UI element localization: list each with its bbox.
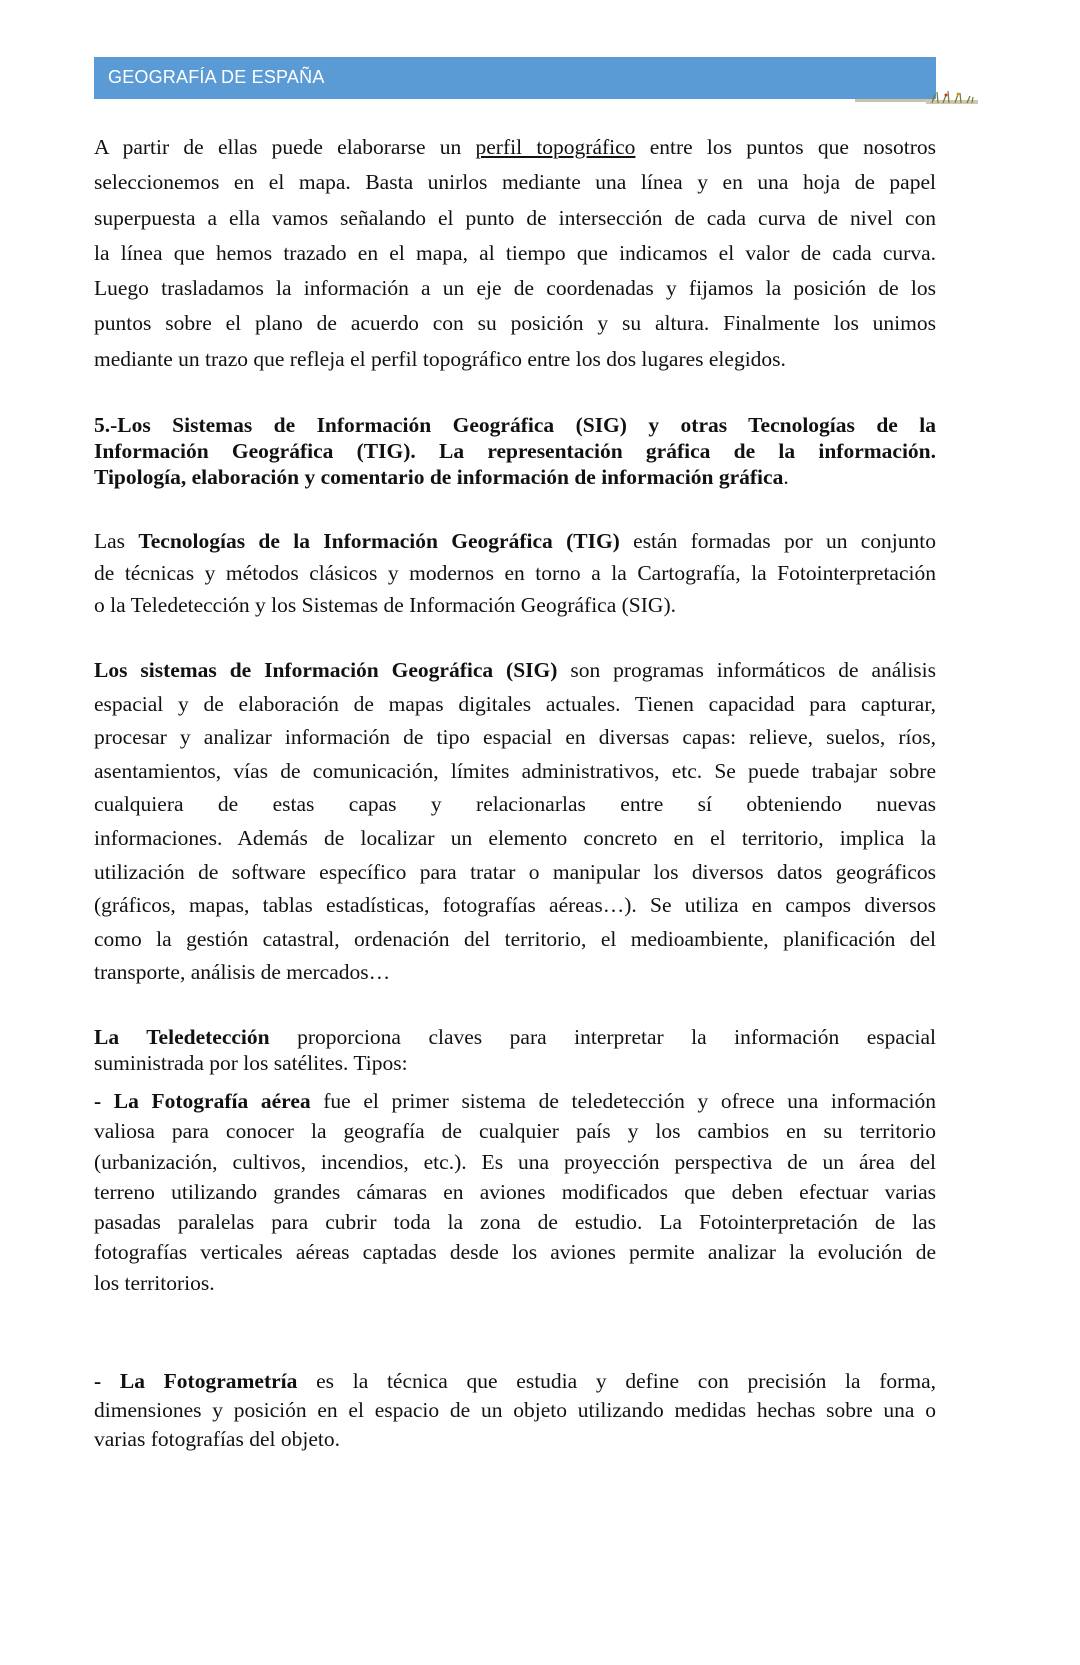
text-segment: (gráficos, mapas, tablas estadísticas, fotografías aéreas…). Se utiliza en campos diversos [94,893,936,918]
header-bar [94,57,936,99]
text-line [94,271,936,306]
text-segment: mediante un trazo que refleja el perfil topográfico entre los dos lugares elegidos. [94,346,786,371]
text-segment: . [783,465,789,489]
text-segment: fue el primer sistema de teledetección y ofrece una información [310,1089,936,1113]
text-line [94,1237,936,1267]
text-segment: Tipología, elaboración y comentario de información de información gráfica [94,465,784,489]
text-segment: puntos sobre el plano de acuerdo con su posición y su altura. Finalmente los unimos [94,311,936,336]
text-line [94,1177,936,1207]
text-segment: procesar y analizar información de tipo espacial en diversas capas: relieve, suelos, ríos, [94,725,936,750]
text-line [94,688,936,722]
text-line [94,822,936,856]
bold-term: Tecnologías de la Información Geográfica (TIG) [138,529,620,553]
text-line [94,1086,936,1116]
text-segment: están formadas por un conjunto [619,529,937,553]
text-segment: es la técnica que estudia y define con precisión la forma, [297,1369,936,1393]
text-segment: son programas informáticos de análisis [557,658,936,682]
text-line [94,412,936,438]
text-line [94,788,936,822]
text-segment: informaciones. Además de localizar un elemento concreto en el territorio, implica la [94,825,936,850]
text-segment: valiosa para conocer la geografía de cualquier país y los cambios en su territorio [94,1119,936,1144]
p-teledeteccion [94,1024,936,1076]
text-segment: espacial y de elaboración de mapas digitales actuales. Tienen capacidad para capturar, [94,691,936,716]
text-line [94,856,936,890]
text-segment: o la Teledetección y los Sistemas de Información Geográfica (SIG). [94,593,676,617]
p-sig [94,654,936,990]
header-rule [855,99,935,102]
text-line [94,889,936,923]
text-segment: de técnicas y métodos clásicos y modernos en torno a la Cartografía, la Fotointerpretación [94,561,936,585]
text-segment: dimensiones y posición en el espacio de un objeto utilizando medidas hechas sobre una o [94,1398,936,1422]
header-title: GEOGRAFÍA DE ESPAÑA [108,67,325,87]
p-perfil [94,130,936,377]
text-segment: Luego trasladamos la información a un eje de coordenadas y fijamos la posición de los [94,276,936,301]
text-line [94,306,936,341]
text-segment: superpuesta a ella vamos señalando el punto de intersección de cada curva de nivel con [94,205,936,230]
text-line [94,1116,936,1146]
text-segment: Las [94,529,139,553]
p-fotografia [94,1086,936,1298]
underlined-term: perfil topográfico [475,135,636,159]
section-heading [94,412,936,490]
p-tig [94,525,936,621]
text-segment: los territorios. [94,1270,215,1295]
text-segment: proporciona claves para interpretar la información espacial [269,1025,936,1049]
text-line [94,654,936,688]
text-line [94,923,936,957]
bold-term: La Teledetección [94,1025,270,1049]
text-line [94,589,936,621]
text-segment: seleccionemos en el mapa. Basta unirlos mediante una línea y en una hoja de papel [94,170,936,195]
text-segment: asentamientos, vías de comunicación, límites administrativos, etc. Se puede trabajar sobre [94,758,936,783]
text-segment: suministrada por los satélites. Tipos: [94,1051,408,1075]
text-line [94,438,936,464]
text-segment: como la gestión catastral, ordenación del territorio, el medioambiente, planificación del [94,926,936,951]
text-line [94,1024,936,1050]
text-segment: pasadas paralelas para cubrir toda la zona de estudio. La Fotointerpretación de las [94,1210,936,1235]
text-segment: terreno utilizando grandes cámaras en aviones modificados que deben efectuar varias [94,1179,936,1204]
text-line [94,721,936,755]
text-segment: entre los puntos que nosotros [635,135,936,159]
text-line [94,1367,936,1396]
text-segment: 5.-Los Sistemas de Información Geográfica (SIG) y otras Tecnologías de la [94,413,936,437]
grass-logo-icon [926,90,978,106]
text-line [94,1207,936,1237]
text-line [94,130,936,165]
text-segment: varias fotografías del objeto. [94,1427,340,1451]
text-segment: fotografías verticales aéreas captadas desde los aviones permite analizar la evolución de [94,1240,936,1265]
p-fotogrametria [94,1367,936,1454]
text-segment: A partir de ellas puede elaborarse un [94,135,476,159]
text-line [94,1425,936,1454]
text-line [94,1147,936,1177]
text-segment: cualquiera de estas capas y relacionarlas entre sí obteniendo nuevas [94,792,936,817]
text-line [94,236,936,271]
text-segment: Información Geográfica (TIG). La representación gráfica de la información. [94,439,936,463]
text-line [94,956,936,990]
text-line [94,755,936,789]
text-line [94,1050,936,1076]
bold-term: - La Fotogrametría [94,1369,298,1393]
text-line [94,165,936,200]
text-line [94,464,936,490]
text-segment: transporte, análisis de mercados… [94,960,391,985]
text-segment: (urbanización, cultivos, incendios, etc.). Es una proyección perspectiva de un área del [94,1149,936,1174]
text-line [94,525,936,557]
text-line [94,557,936,589]
text-line [94,1396,936,1425]
bold-term: Los sistemas de Información Geográfica (SIG) [94,658,558,682]
text-line [94,1268,936,1298]
text-segment: la línea que hemos trazado en el mapa, al tiempo que indicamos el valor de cada curva. [94,240,936,265]
text-line [94,342,936,377]
bold-term: - La Fotografía aérea [94,1089,311,1113]
text-line [94,201,936,236]
text-segment: utilización de software específico para tratar o manipular los diversos datos geográficos [94,859,936,884]
